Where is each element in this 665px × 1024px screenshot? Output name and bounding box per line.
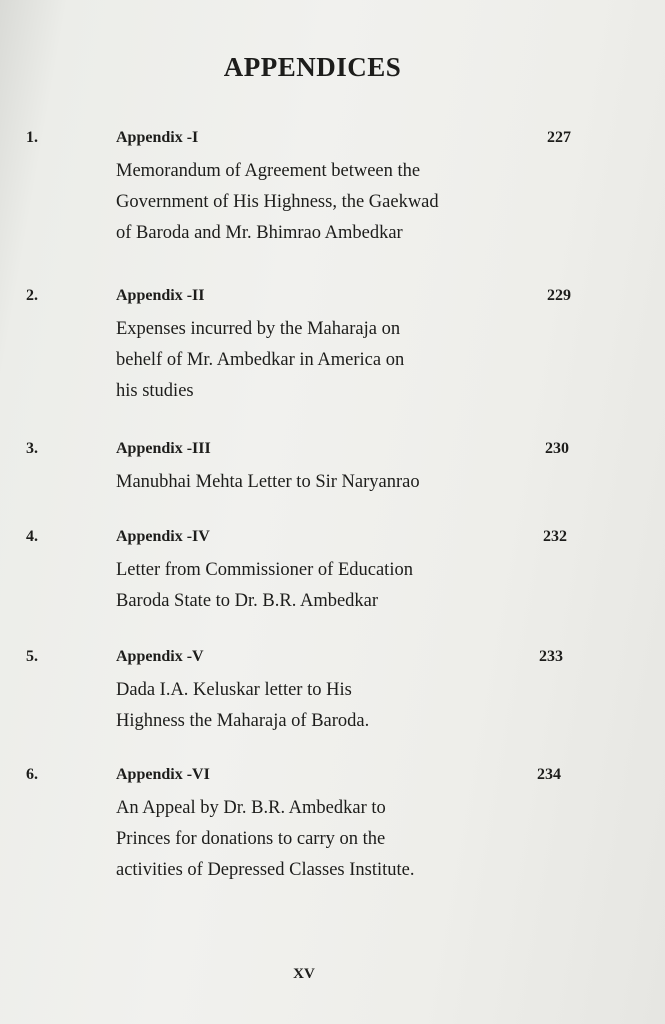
- entry-label: Appendix -V: [116, 648, 204, 665]
- description-line: Expenses incurred by the Maharaja on: [116, 319, 401, 339]
- entry-number: 1.: [26, 129, 38, 146]
- entry-number: 2.: [26, 287, 38, 304]
- entry-page-number: 232: [543, 528, 567, 545]
- entry-label: Appendix -III: [116, 440, 211, 457]
- description-line: Dada I.A. Keluskar letter to His: [116, 680, 352, 700]
- description-line: Princes for donations to carry on the: [116, 829, 386, 849]
- entry-label: Appendix -II: [116, 287, 205, 304]
- entry-page-number: 233: [539, 648, 563, 665]
- entry-page-number: 227: [547, 129, 571, 146]
- description-line: An Appeal by Dr. B.R. Ambedkar to: [116, 798, 386, 818]
- entry-description: [116, 793, 546, 886]
- entry-label: Appendix -I: [116, 129, 199, 146]
- entry-number: 4.: [26, 528, 38, 545]
- description-line: his studies: [116, 381, 194, 401]
- entry-number: 5.: [26, 648, 38, 665]
- page-footer-numeral: XV: [293, 966, 315, 982]
- description-line: activities of Depressed Classes Institute.: [116, 860, 415, 880]
- entry-description: [116, 675, 546, 737]
- description-line: Letter from Commissioner of Education: [116, 560, 413, 580]
- entry-label: Appendix -VI: [116, 766, 210, 783]
- entry-description: [116, 467, 546, 498]
- description-line: Government of His Highness, the Gaekwad: [116, 192, 439, 212]
- entry-description: [116, 555, 546, 617]
- entry-number: 3.: [26, 440, 38, 457]
- description-line: behelf of Mr. Ambedkar in America on: [116, 350, 405, 370]
- description-line: Highness the Maharaja of Baroda.: [116, 711, 370, 731]
- description-line: Memorandum of Agreement between the: [116, 161, 421, 181]
- entry-page-number: 230: [545, 440, 569, 457]
- entry-number: 6.: [26, 766, 38, 783]
- page-title: APPENDICES: [223, 52, 402, 82]
- description-line: of Baroda and Mr. Bhimrao Ambedkar: [116, 223, 403, 243]
- entry-page-number: 229: [547, 287, 571, 304]
- entry-description: [116, 314, 546, 407]
- description-line: Manubhai Mehta Letter to Sir Naryanrao: [116, 472, 420, 492]
- entry-page-number: 234: [537, 766, 561, 783]
- entry-description: [116, 156, 546, 249]
- entry-label: Appendix -IV: [116, 528, 210, 545]
- description-line: Baroda State to Dr. B.R. Ambedkar: [116, 591, 379, 611]
